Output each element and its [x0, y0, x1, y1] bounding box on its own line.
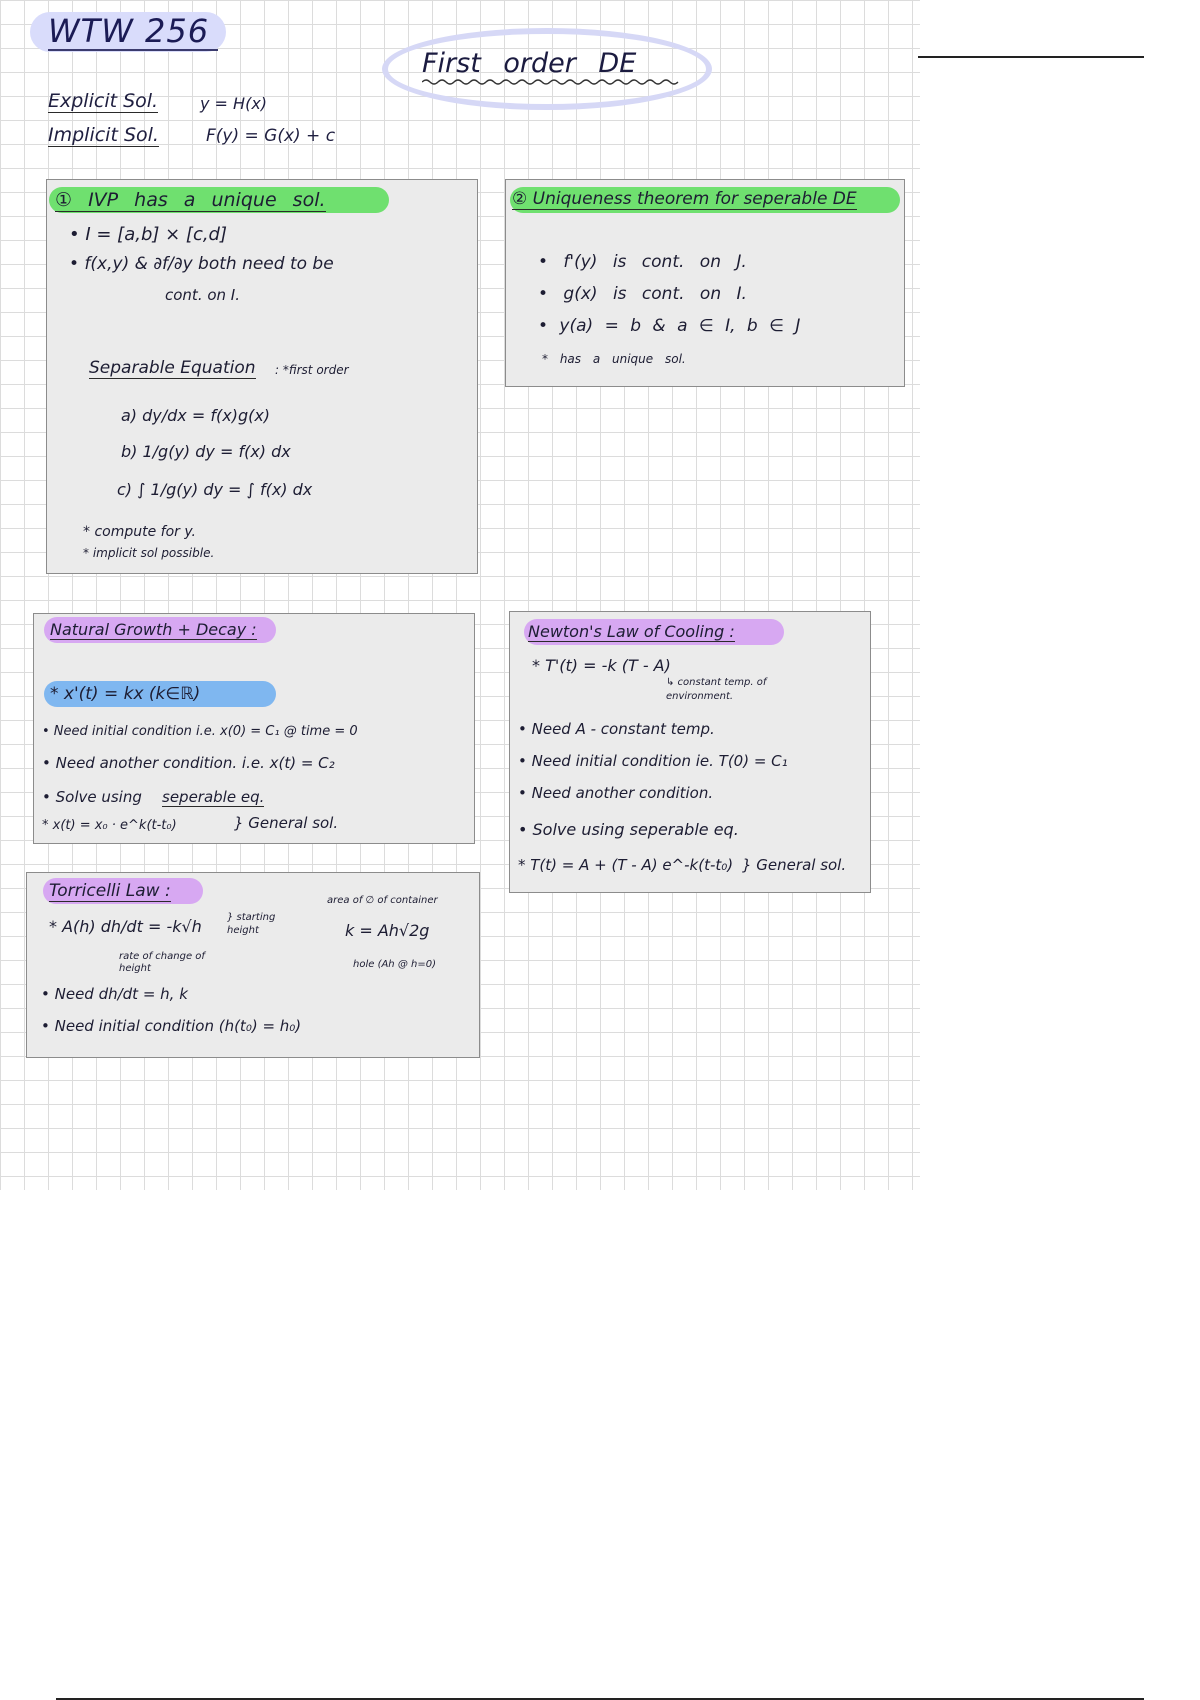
ivp-line-interval: • I = [a,b] × [c,d]	[69, 224, 228, 245]
implicit-label: Implicit Sol.	[48, 124, 159, 146]
ivp-line-cont-on-i: cont. on I.	[165, 286, 240, 304]
torricelli-box	[26, 872, 480, 1058]
top-right-rule	[918, 56, 1144, 58]
growth-line-initial: • Need initial condition i.e. x(0) = C₁ @ time = 0	[42, 724, 358, 739]
explicit-label: Explicit Sol.	[48, 90, 159, 112]
growth-general-solution: * x(t) = x₀ · e^k(t-t₀)	[42, 818, 177, 833]
uniqueness-line-f: • f'(y) is cont. on J.	[538, 252, 747, 272]
torricelli-rate-note: rate of change of height	[119, 951, 205, 974]
uniqueness-line-unique: * has a unique sol.	[542, 352, 686, 366]
newton-annotation: ↳ constant temp. of environment.	[666, 677, 767, 702]
separable-heading: Separable Equation	[89, 358, 256, 378]
newton-line-constant: • Need A - constant temp.	[518, 720, 715, 738]
newton-line-solve: • Solve using seperable eq.	[518, 820, 739, 839]
growth-formula: * x'(t) = kx (k∈ℝ)	[50, 684, 201, 704]
torricelli-heading: Torricelli Law :	[49, 881, 171, 901]
newton-formula: * T'(t) = -k (T - A)	[532, 656, 671, 675]
uniqueness-line-initial: • y(a) = b & a ∈ I, b ∈ J	[538, 316, 801, 336]
topic-wavy-underline	[422, 78, 680, 86]
growth-box	[33, 613, 475, 844]
growth-line-another: • Need another condition. i.e. x(t) = C₂	[42, 754, 335, 772]
ivp-heading: ① IVP has a unique sol.	[55, 189, 326, 211]
growth-general-label: } General sol.	[234, 814, 339, 832]
separable-note: : *first order	[275, 363, 349, 377]
growth-line-solve-method: seperable eq.	[162, 788, 265, 806]
torricelli-starting-height: } starting height	[227, 912, 276, 936]
torricelli-k-expression: k = Ah√2g	[345, 921, 430, 940]
course-code: WTW 256	[48, 12, 210, 50]
torricelli-line-initial: • Need initial condition (h(t₀) = h₀)	[41, 1017, 302, 1035]
ivp-box	[46, 179, 478, 574]
growth-line-solve: • Solve using	[42, 788, 142, 806]
title-underline	[48, 49, 218, 51]
growth-heading: Natural Growth + Decay :	[50, 620, 257, 639]
torricelli-formula: * A(h) dh/dt = -k√h	[49, 917, 202, 936]
separable-note-compute: * compute for y.	[83, 524, 197, 540]
separable-step-a: a) dy/dx = f(x)g(x)	[121, 406, 271, 425]
ivp-line-continuity: • f(x,y) & ∂f/∂y both need to be	[69, 254, 334, 274]
newton-general-label: } General sol.	[742, 856, 847, 874]
newton-line-initial: • Need initial condition ie. T(0) = C₁	[518, 752, 788, 770]
implicit-expression: F(y) = G(x) + c	[206, 126, 336, 146]
separable-step-b: b) 1/g(y) dy = f(x) dx	[121, 442, 291, 461]
uniqueness-heading: ② Uniqueness theorem for seperable DE	[512, 189, 857, 209]
separable-note-implicit: * implicit sol possible.	[83, 546, 215, 560]
separable-step-c: c) ∫ 1/g(y) dy = ∫ f(x) dx	[117, 480, 313, 499]
uniqueness-line-g: • g(x) is cont. on I.	[538, 284, 747, 304]
torricelli-hole-note: hole (Ah @ h=0)	[353, 959, 436, 970]
newton-heading: Newton's Law of Cooling :	[528, 622, 735, 641]
explicit-expression: y = H(x)	[200, 94, 268, 113]
uniqueness-box	[505, 179, 905, 387]
newton-box	[509, 611, 871, 893]
torricelli-line-need: • Need dh/dt = h, k	[41, 985, 188, 1003]
topic-title: First order DE	[422, 48, 637, 79]
torricelli-area-note: area of ∅ of container	[327, 895, 438, 906]
newton-general-solution: * T(t) = A + (T - A) e^-k(t-t₀)	[518, 856, 734, 874]
newton-line-another: • Need another condition.	[518, 784, 714, 802]
